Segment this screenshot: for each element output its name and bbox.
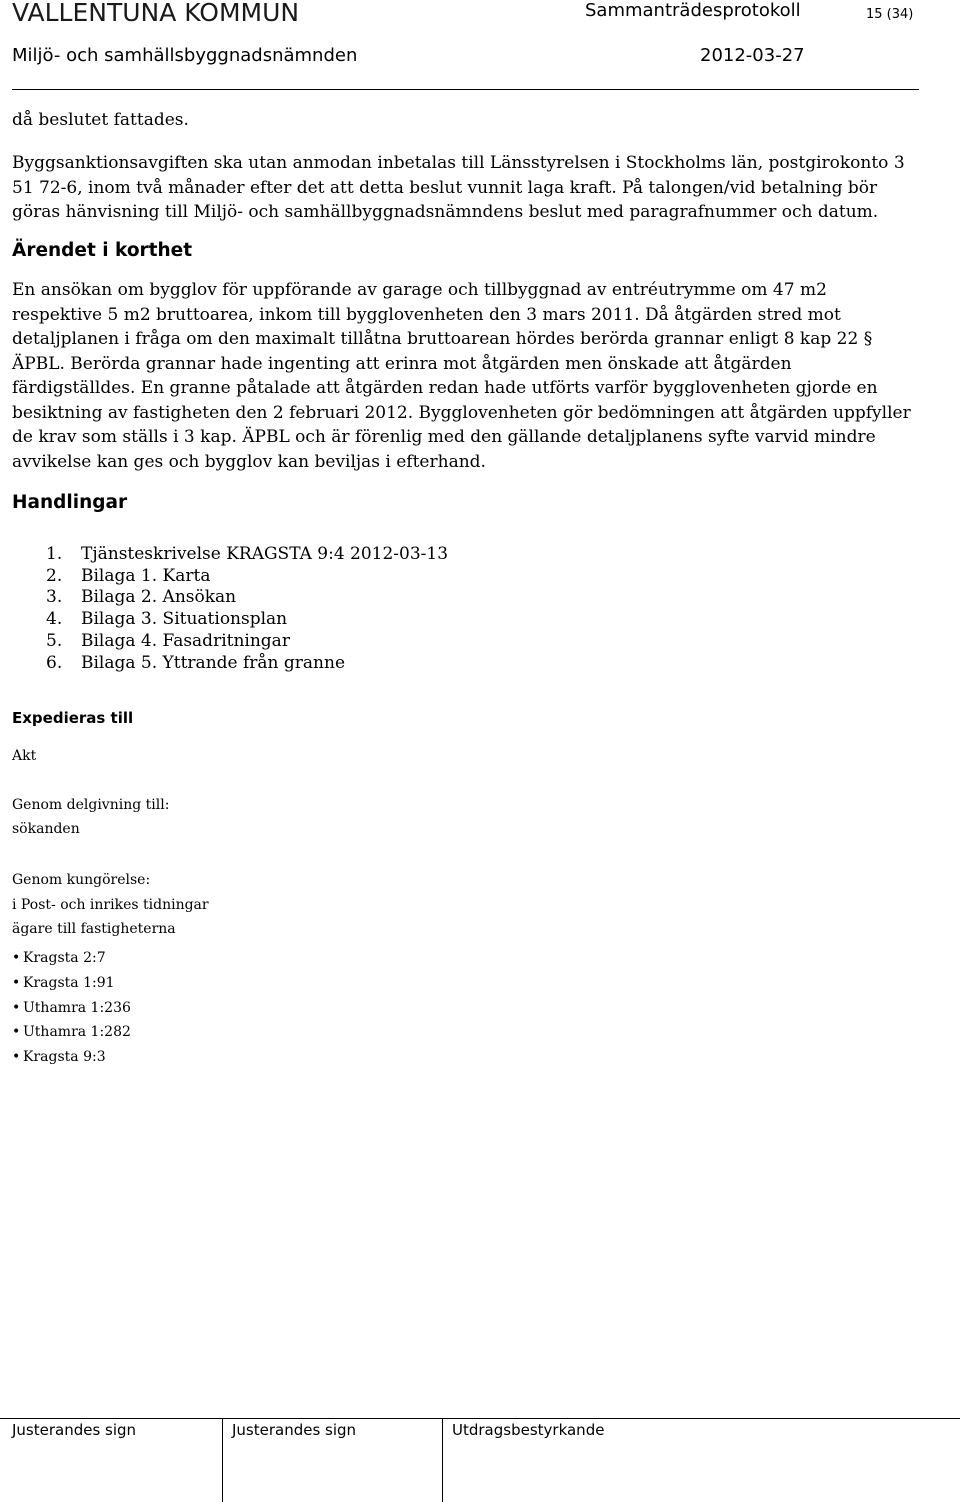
delgivning-label: Genom delgivning till: [12, 797, 170, 813]
list-text: Bilaga 2. Ansökan [81, 587, 237, 608]
list-number: 4. [46, 609, 63, 630]
list-number: 2. [46, 565, 63, 586]
delgivning-recipient: sökanden [12, 821, 80, 837]
list-text: Bilaga 3. Situationsplan [81, 609, 288, 630]
organization-name: VALLENTUNA KOMMUN [12, 0, 300, 27]
property-name: Kragsta 9:3 [23, 1049, 106, 1066]
list-text: Bilaga 4. Fasadritningar [81, 630, 290, 651]
list-item [46, 566, 448, 588]
signature-separator [222, 1418, 223, 1502]
list-item [12, 1045, 131, 1070]
list-number: 6. [46, 652, 63, 673]
list-item [46, 653, 448, 675]
list-text: Tjänsteskrivelse KRAGSTA 9:4 2012-03-13 [81, 544, 449, 564]
document-type: Sammanträdesprotokoll [585, 0, 801, 21]
committee-name: Miljö- och samhällsbyggnadsnämnden [12, 45, 358, 66]
list-item [46, 609, 448, 631]
distribution-akt: Akt [12, 748, 37, 764]
footer-divider [0, 1418, 960, 1419]
property-name: Uthamra 1:236 [23, 999, 131, 1016]
documents-heading: Handlingar [12, 492, 128, 513]
list-number: 5. [46, 630, 63, 651]
list-item [46, 631, 448, 653]
signature-box-2: Justerandes sign [232, 1421, 357, 1439]
bullet-icon: • [12, 1024, 21, 1041]
list-item [46, 544, 448, 566]
certification-box: Utdragsbestyrkande [452, 1421, 605, 1439]
list-number: 3. [46, 587, 63, 608]
documents-list [46, 544, 448, 674]
owners-label: ägare till fastigheterna [12, 921, 176, 937]
bullet-icon: • [12, 950, 21, 966]
property-name: Kragsta 2:7 [23, 950, 106, 966]
property-list [12, 946, 131, 1070]
list-number: 1. [46, 544, 63, 564]
signature-box-1: Justerandes sign [12, 1421, 137, 1439]
property-name: Uthamra 1:282 [23, 1024, 131, 1041]
meeting-date: 2012-03-27 [700, 45, 805, 66]
bullet-icon: • [12, 999, 21, 1016]
list-item [12, 996, 131, 1021]
payment-paragraph: Byggsanktionsavgiften ska utan anmodan inbetalas till Länsstyrelsen i Stockholms län, postgirokonto 3 51 72-6, inom två månader efter det att detta beslut vunnit laga kraft. På talongen/vid betalning bör göras hänvisning till Miljö- och samhällbyggnadsnämndens beslut med paragrafnummer och datum. [12, 153, 905, 222]
signature-separator [442, 1418, 443, 1502]
bullet-icon: • [12, 974, 21, 991]
kungorelse-label: Genom kungörelse: [12, 872, 151, 888]
list-item [46, 587, 448, 609]
summary-paragraph: En ansökan om bygglov för uppförande av garage och tillbyggnad av entréutrymme om 47 m2 respektive 5 m2 bruttoarea, inkom till bygglovenheten den 3 mars 2011. Då åtgärden stred mot detaljplanen i fråga om den maximalt tillåtna bruttoarean hördes berörda grannar enligt 8 kap 22 § ÄPBL. Berörda grannar hade ingenting att erinra mot åtgärden men önskade att åtgärden färdigställdes. En granne påtalade att åtgärden redan hade utförts varför bygglovenheten gjorde en besiktning av fastigheten den 2 februari 2012. Bygglovenheten gör bedömningen att åtgärden uppfyller de krav som ställs i 3 kap. ÄPBL och är förenlig med den gällande detaljplanens syfte varvid mindre avvikelse kan ges och bygglov kan beviljas i efterhand. [12, 280, 911, 472]
bullet-icon: • [12, 1049, 21, 1066]
header-divider [12, 89, 919, 90]
decision-continuation: då beslutet fattades. [12, 110, 189, 130]
list-item [12, 971, 131, 996]
list-item [12, 946, 131, 971]
kungorelse-publication: i Post- och inrikes tidningar [12, 897, 209, 913]
summary-heading: Ärendet i korthet [12, 240, 193, 261]
list-text: Bilaga 5. Yttrande från granne [81, 652, 345, 673]
list-text: Bilaga 1. Karta [81, 565, 211, 586]
property-name: Kragsta 1:91 [23, 974, 115, 991]
list-item [12, 1020, 131, 1045]
page-number: 15 (34) [866, 7, 914, 22]
distribution-heading: Expedieras till [12, 709, 134, 727]
